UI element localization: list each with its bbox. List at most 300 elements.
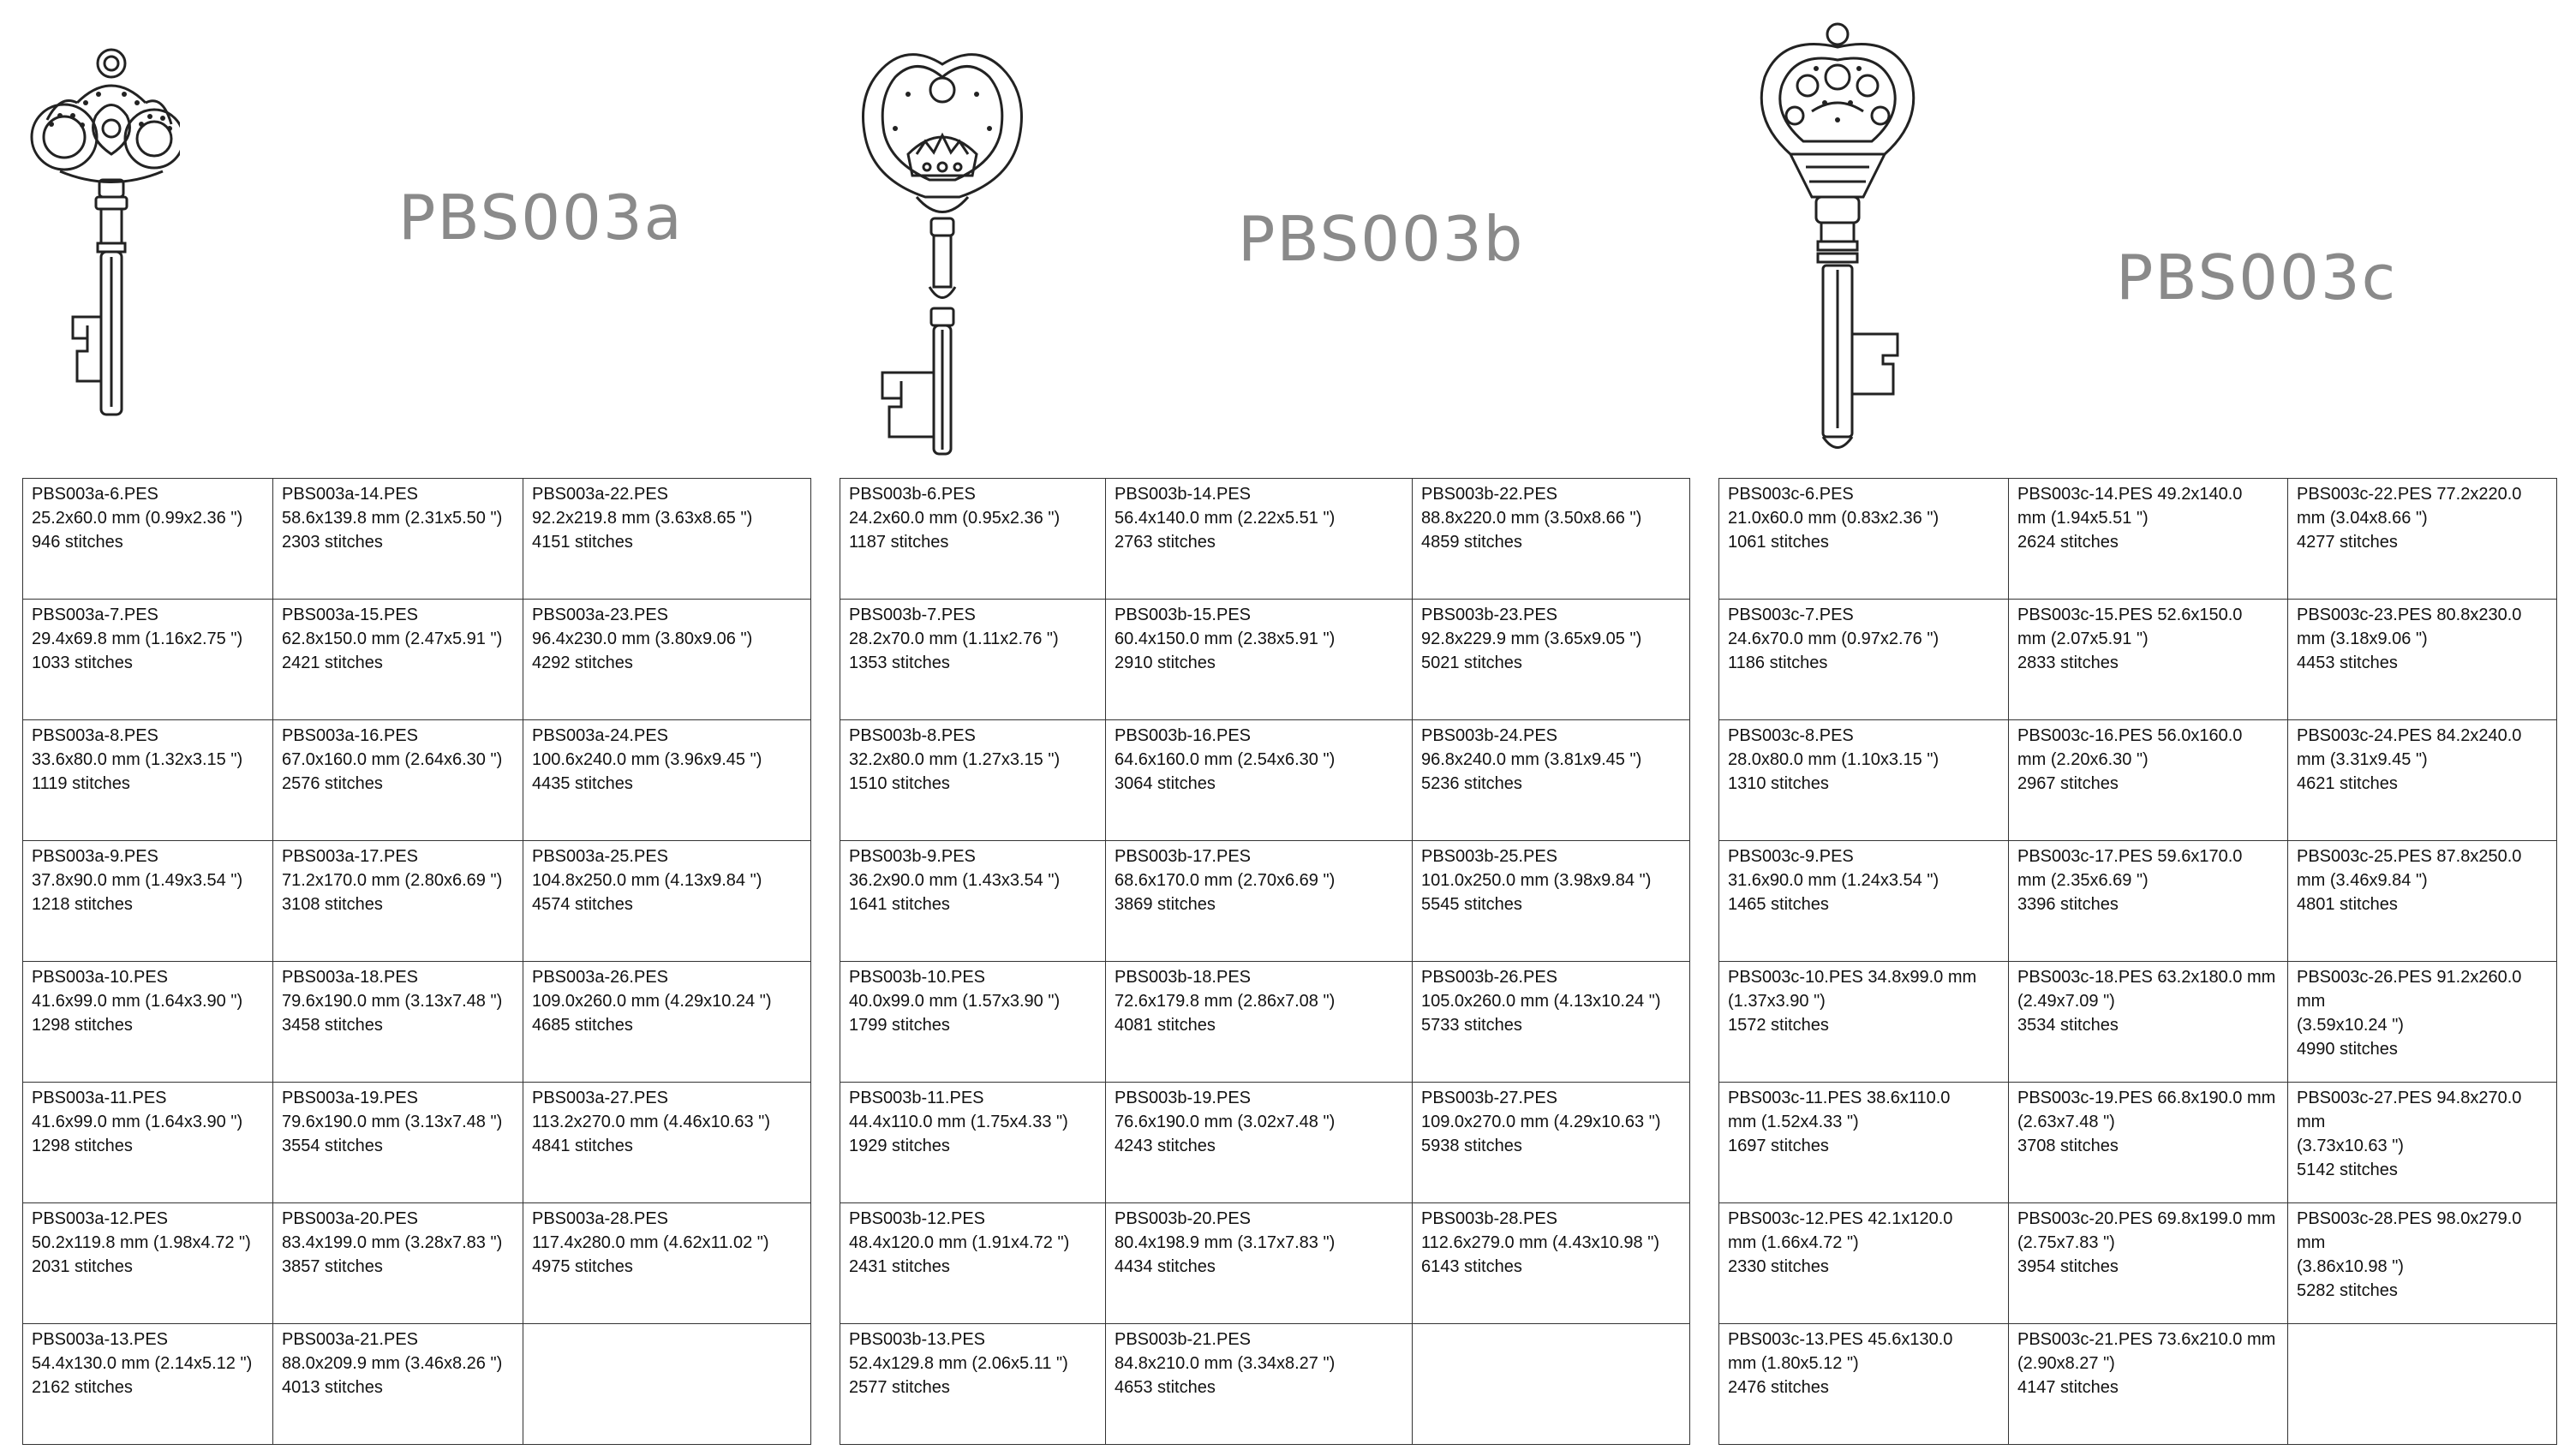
- spec-cell: [23, 962, 273, 1083]
- table-row: [840, 479, 1690, 600]
- table-row: [23, 1083, 811, 1203]
- stitch-count: 3554 stitches: [282, 1137, 383, 1155]
- dimensions: 36.2x90.0 mm (1.43x3.54 "): [849, 871, 1061, 890]
- stitch-count: 946 stitches: [32, 533, 123, 552]
- table-row: [840, 600, 1690, 720]
- file-name: PBS003c-15.PES 52.6x150.0: [2017, 606, 2243, 624]
- dimensions: 88.8x220.0 mm (3.50x8.66 "): [1421, 509, 1642, 528]
- stitch-count: 2303 stitches: [282, 533, 383, 552]
- table-row: [1719, 1203, 2557, 1324]
- dimensions: 67.0x160.0 mm (2.64x6.30 "): [282, 750, 503, 769]
- stitch-count: 5021 stitches: [1421, 653, 1522, 672]
- stitch-count: 1465 stitches: [1728, 895, 1829, 914]
- file-name: PBS003a-9.PES: [32, 847, 158, 866]
- file-name: PBS003b-6.PES: [849, 485, 976, 504]
- dimensions: mm (1.80x5.12 "): [1728, 1354, 1859, 1373]
- file-name: PBS003a-15.PES: [282, 606, 418, 624]
- file-name: PBS003c-21.PES 73.6x210.0 mm: [2017, 1330, 2276, 1349]
- spec-cell: [23, 720, 273, 841]
- spec-cell: [1106, 720, 1413, 841]
- table-row: [840, 720, 1690, 841]
- file-name: PBS003b-28.PES: [1421, 1209, 1557, 1228]
- stitch-count: 2763 stitches: [1115, 533, 1216, 552]
- table-row: [1719, 841, 2557, 962]
- section-title-pbs003c: PBS003c: [2116, 242, 2398, 313]
- spec-cell: [273, 1203, 523, 1324]
- spec-cell: [1106, 479, 1413, 600]
- stitch-count: 4013 stitches: [282, 1378, 383, 1397]
- spec-cell: [273, 1083, 523, 1203]
- file-name: PBS003a-10.PES: [32, 968, 168, 987]
- spec-cell: [1719, 720, 2009, 841]
- dimensions: 31.6x90.0 mm (1.24x3.54 "): [1728, 871, 1939, 890]
- stitch-count: 4621 stitches: [2297, 774, 2398, 793]
- spec-cell: [840, 841, 1106, 962]
- file-name: PBS003a-20.PES: [282, 1209, 418, 1228]
- dimensions: (3.73x10.63 "): [2297, 1137, 2404, 1155]
- dimensions: 48.4x120.0 mm (1.91x4.72 "): [849, 1233, 1070, 1252]
- file-name: PBS003a-27.PES: [532, 1089, 668, 1107]
- key-a-icon: [26, 43, 180, 428]
- file-name: PBS003c-11.PES 38.6x110.0: [1728, 1089, 1951, 1107]
- spec-cell: [2009, 841, 2288, 962]
- file-name: PBS003a-8.PES: [32, 726, 158, 745]
- spec-cell: [840, 962, 1106, 1083]
- dimensions: 41.6x99.0 mm (1.64x3.90 "): [32, 992, 243, 1011]
- dimensions: 88.0x209.9 mm (3.46x8.26 "): [282, 1354, 503, 1373]
- spec-cell: [523, 1203, 811, 1324]
- dimensions: 54.4x130.0 mm (2.14x5.12 "): [32, 1354, 253, 1373]
- stitch-count: 1186 stitches: [1728, 653, 1828, 672]
- file-name: PBS003c-17.PES 59.6x170.0: [2017, 847, 2243, 866]
- spec-cell: [1719, 1083, 2009, 1203]
- dimensions: 109.0x260.0 mm (4.29x10.24 "): [532, 992, 772, 1011]
- dimensions: (2.90x8.27 "): [2017, 1354, 2115, 1373]
- spec-cell: [23, 1083, 273, 1203]
- spec-cell: [840, 1324, 1106, 1445]
- file-name: PBS003c-24.PES 84.2x240.0: [2297, 726, 2522, 745]
- spec-cell: [2288, 720, 2557, 841]
- dimensions: 79.6x190.0 mm (3.13x7.48 "): [282, 1113, 503, 1131]
- spec-cell: [840, 479, 1106, 600]
- table-row: [23, 479, 811, 600]
- spec-cell: [1413, 720, 1690, 841]
- stitch-count: 1641 stitches: [849, 895, 950, 914]
- stitch-count: 4685 stitches: [532, 1016, 633, 1035]
- spec-cell: [2288, 962, 2557, 1083]
- dimensions: 83.4x199.0 mm (3.28x7.83 "): [282, 1233, 503, 1252]
- dimensions: 62.8x150.0 mm (2.47x5.91 "): [282, 630, 503, 648]
- stitch-count: 1033 stitches: [32, 653, 133, 672]
- table-row: [1719, 720, 2557, 841]
- stitch-count: 5142 stitches: [2297, 1161, 2398, 1179]
- stitch-count: 4801 stitches: [2297, 895, 2398, 914]
- dimensions: (3.86x10.98 "): [2297, 1257, 2404, 1276]
- table-row: [1719, 600, 2557, 720]
- spec-cell: [840, 720, 1106, 841]
- spec-cell: [273, 479, 523, 600]
- dimensions: 80.4x198.9 mm (3.17x7.83 "): [1115, 1233, 1336, 1252]
- section-title-pbs003a: PBS003a: [398, 182, 684, 254]
- file-name: PBS003b-13.PES: [849, 1330, 985, 1349]
- stitch-count: 2330 stitches: [1728, 1257, 1829, 1276]
- spec-cell: [1106, 841, 1413, 962]
- spec-cell: [1719, 1203, 2009, 1324]
- spec-cell: [23, 841, 273, 962]
- stitch-count: 5236 stitches: [1421, 774, 1522, 793]
- stitch-count: 4975 stitches: [532, 1257, 633, 1276]
- file-name: PBS003b-11.PES: [849, 1089, 984, 1107]
- file-name: PBS003a-21.PES: [282, 1330, 418, 1349]
- dimensions: (1.37x3.90 "): [1728, 992, 1826, 1011]
- spec-cell: [1106, 1324, 1413, 1445]
- file-name: PBS003c-18.PES 63.2x180.0 mm: [2017, 968, 2276, 987]
- dimensions: 104.8x250.0 mm (4.13x9.84 "): [532, 871, 762, 890]
- spec-cell: [2288, 600, 2557, 720]
- table-row: [840, 1324, 1690, 1445]
- spec-cell: [2009, 1203, 2288, 1324]
- file-name: PBS003a-22.PES: [532, 485, 668, 504]
- spec-cell: [1106, 600, 1413, 720]
- dimensions: 32.2x80.0 mm (1.27x3.15 "): [849, 750, 1061, 769]
- stitch-count: 4990 stitches: [2297, 1040, 2398, 1059]
- table-row: [840, 962, 1690, 1083]
- spec-cell: [273, 962, 523, 1083]
- spec-cell: [2288, 1203, 2557, 1324]
- file-name: PBS003b-23.PES: [1421, 606, 1557, 624]
- file-name: PBS003c-26.PES 91.2x260.0 mm: [2297, 968, 2522, 1011]
- spec-cell: [1106, 1203, 1413, 1324]
- spec-cell: [840, 1203, 1106, 1324]
- file-name: PBS003c-28.PES 98.0x279.0 mm: [2297, 1209, 2522, 1252]
- dimensions: 28.0x80.0 mm (1.10x3.15 "): [1728, 750, 1939, 769]
- table-row: [23, 1324, 811, 1445]
- file-name: PBS003b-26.PES: [1421, 968, 1557, 987]
- spec-cell: [1413, 1203, 1690, 1324]
- spec-cell: [1106, 962, 1413, 1083]
- file-name: PBS003b-27.PES: [1421, 1089, 1557, 1107]
- stitch-count: 2624 stitches: [2017, 533, 2119, 552]
- file-name: PBS003a-25.PES: [532, 847, 668, 866]
- file-name: PBS003b-21.PES: [1115, 1330, 1251, 1349]
- stitch-count: 2576 stitches: [282, 774, 383, 793]
- file-name: PBS003a-13.PES: [32, 1330, 168, 1349]
- spec-cell: [523, 841, 811, 962]
- stitch-count: 2031 stitches: [32, 1257, 133, 1276]
- stitch-count: 4435 stitches: [532, 774, 633, 793]
- stitch-count: 1697 stitches: [1728, 1137, 1829, 1155]
- spec-cell: [2288, 479, 2557, 600]
- dimensions: 44.4x110.0 mm (1.75x4.33 "): [849, 1113, 1068, 1131]
- spec-cell: [2009, 479, 2288, 600]
- spec-cell: [273, 1324, 523, 1445]
- file-name: PBS003b-20.PES: [1115, 1209, 1251, 1228]
- stitch-count: 3064 stitches: [1115, 774, 1216, 793]
- dimensions: 92.2x219.8 mm (3.63x8.65 "): [532, 509, 753, 528]
- dimensions: 25.2x60.0 mm (0.99x2.36 "): [32, 509, 243, 528]
- dimensions: mm (3.31x9.45 "): [2297, 750, 2428, 769]
- spec-cell: [1413, 1083, 1690, 1203]
- stitch-count: 6143 stitches: [1421, 1257, 1522, 1276]
- dimensions: 41.6x99.0 mm (1.64x3.90 "): [32, 1113, 243, 1131]
- dimensions: mm (3.04x8.66 "): [2297, 509, 2428, 528]
- stitch-count: 3458 stitches: [282, 1016, 383, 1035]
- stitch-count: 1061 stitches: [1728, 533, 1829, 552]
- spec-cell: [2288, 841, 2557, 962]
- stitch-count: 1298 stitches: [32, 1137, 133, 1155]
- dimensions: mm (1.52x4.33 "): [1728, 1113, 1859, 1131]
- spec-cell: [2009, 962, 2288, 1083]
- file-name: PBS003a-16.PES: [282, 726, 418, 745]
- file-name: PBS003b-10.PES: [849, 968, 985, 987]
- spec-cell: [523, 720, 811, 841]
- dimensions: (2.75x7.83 "): [2017, 1233, 2115, 1252]
- stitch-count: 4292 stitches: [532, 653, 633, 672]
- spec-cell: [1106, 1083, 1413, 1203]
- file-name: PBS003c-14.PES 49.2x140.0: [2017, 485, 2243, 504]
- stitch-count: 3396 stitches: [2017, 895, 2119, 914]
- file-name: PBS003c-16.PES 56.0x160.0: [2017, 726, 2243, 745]
- file-name: PBS003b-18.PES: [1115, 968, 1251, 987]
- file-name: PBS003b-14.PES: [1115, 485, 1251, 504]
- stitch-count: 2833 stitches: [2017, 653, 2119, 672]
- stitch-count: 4841 stitches: [532, 1137, 633, 1155]
- file-name: PBS003c-8.PES: [1728, 726, 1854, 745]
- dimensions: 50.2x119.8 mm (1.98x4.72 "): [32, 1233, 251, 1252]
- spec-cell: [2288, 1083, 2557, 1203]
- spec-cell: [1719, 1324, 2009, 1445]
- stitch-count: 2476 stitches: [1728, 1378, 1829, 1397]
- dimensions: 101.0x250.0 mm (3.98x9.84 "): [1421, 871, 1652, 890]
- stitch-count: 1119 stitches: [32, 774, 130, 793]
- dimensions: 28.2x70.0 mm (1.11x2.76 "): [849, 630, 1059, 648]
- dimensions: mm (2.35x6.69 "): [2017, 871, 2149, 890]
- spec-cell: [523, 962, 811, 1083]
- stitch-count: 4574 stitches: [532, 895, 633, 914]
- file-name: PBS003a-18.PES: [282, 968, 418, 987]
- spec-cell: [23, 1203, 273, 1324]
- table-row: [1719, 479, 2557, 600]
- file-name: PBS003c-20.PES 69.8x199.0 mm: [2017, 1209, 2276, 1228]
- spec-cell: [523, 479, 811, 600]
- file-name: PBS003c-25.PES 87.8x250.0: [2297, 847, 2522, 866]
- stitch-count: 4081 stitches: [1115, 1016, 1216, 1035]
- dimensions: 96.4x230.0 mm (3.80x9.06 "): [532, 630, 753, 648]
- dimensions: 113.2x270.0 mm (4.46x10.63 "): [532, 1113, 770, 1131]
- file-name: PBS003b-9.PES: [849, 847, 976, 866]
- key-b-icon: [848, 43, 1037, 471]
- dimensions: 72.6x179.8 mm (2.86x7.08 "): [1115, 992, 1336, 1011]
- file-name: PBS003a-24.PES: [532, 726, 668, 745]
- section-title-pbs003b: PBS003b: [1238, 203, 1525, 275]
- spec-cell: [1719, 841, 2009, 962]
- spec-cell: [1413, 841, 1690, 962]
- spec-cell: [23, 600, 273, 720]
- spec-table-pbs003c: [1718, 478, 2557, 1445]
- dimensions: 68.6x170.0 mm (2.70x6.69 "): [1115, 871, 1336, 890]
- spec-cell: [23, 479, 273, 600]
- stitch-count: 1353 stitches: [849, 653, 950, 672]
- stitch-count: 4653 stitches: [1115, 1378, 1216, 1397]
- table-row: [23, 720, 811, 841]
- table-row: [840, 1083, 1690, 1203]
- dimensions: 64.6x160.0 mm (2.54x6.30 "): [1115, 750, 1336, 769]
- spec-cell: [840, 1083, 1106, 1203]
- key-c-icon: [1730, 17, 1945, 462]
- stitch-count: 5938 stitches: [1421, 1137, 1522, 1155]
- spec-cell: [1719, 479, 2009, 600]
- spec-cell: [273, 841, 523, 962]
- stitch-count: 1572 stitches: [1728, 1016, 1829, 1035]
- file-name: PBS003b-22.PES: [1421, 485, 1557, 504]
- spec-cell: [2009, 600, 2288, 720]
- file-name: PBS003c-7.PES: [1728, 606, 1854, 624]
- stitch-count: 4243 stitches: [1115, 1137, 1216, 1155]
- dimensions: 84.8x210.0 mm (3.34x8.27 "): [1115, 1354, 1336, 1373]
- stitch-count: 5733 stitches: [1421, 1016, 1522, 1035]
- spec-cell: [2009, 1324, 2288, 1445]
- file-name: PBS003b-24.PES: [1421, 726, 1557, 745]
- spec-cell: [2288, 1324, 2557, 1445]
- dimensions: 24.2x60.0 mm (0.95x2.36 "): [849, 509, 1061, 528]
- spec-cell: [1719, 600, 2009, 720]
- dimensions: 21.0x60.0 mm (0.83x2.36 "): [1728, 509, 1939, 528]
- stitch-count: 2431 stitches: [849, 1257, 950, 1276]
- stitch-count: 2967 stitches: [2017, 774, 2119, 793]
- dimensions: 60.4x150.0 mm (2.38x5.91 "): [1115, 630, 1336, 648]
- file-name: PBS003c-9.PES: [1728, 847, 1854, 866]
- dimensions: 105.0x260.0 mm (4.13x10.24 "): [1421, 992, 1661, 1011]
- stitch-count: 2421 stitches: [282, 653, 383, 672]
- spec-cell: [23, 1324, 273, 1445]
- dimensions: (2.49x7.09 "): [2017, 992, 2115, 1011]
- stitch-count: 3108 stitches: [282, 895, 383, 914]
- spec-table-pbs003a: [22, 478, 811, 1445]
- dimensions: mm (3.46x9.84 "): [2297, 871, 2428, 890]
- file-name: PBS003b-8.PES: [849, 726, 976, 745]
- stitch-count: 2577 stitches: [849, 1378, 950, 1397]
- dimensions: (2.63x7.48 "): [2017, 1113, 2115, 1131]
- stitch-count: 4151 stitches: [532, 533, 633, 552]
- dimensions: 100.6x240.0 mm (3.96x9.45 "): [532, 750, 762, 769]
- spec-cell: [273, 720, 523, 841]
- stitch-count: 4859 stitches: [1421, 533, 1522, 552]
- file-name: PBS003c-13.PES 45.6x130.0: [1728, 1330, 1953, 1349]
- stitch-count: 1298 stitches: [32, 1016, 133, 1035]
- dimensions: 58.6x139.8 mm (2.31x5.50 "): [282, 509, 503, 528]
- dimensions: 79.6x190.0 mm (3.13x7.48 "): [282, 992, 503, 1011]
- file-name: PBS003a-7.PES: [32, 606, 158, 624]
- stitch-count: 1218 stitches: [32, 895, 133, 914]
- stitch-count: 1799 stitches: [849, 1016, 950, 1035]
- file-name: PBS003b-12.PES: [849, 1209, 985, 1228]
- stitch-count: 3857 stitches: [282, 1257, 383, 1276]
- table-row: [1719, 1083, 2557, 1203]
- spec-cell: [840, 600, 1106, 720]
- dimensions: 24.6x70.0 mm (0.97x2.76 "): [1728, 630, 1939, 648]
- stitch-count: 3534 stitches: [2017, 1016, 2119, 1035]
- file-name: PBS003a-14.PES: [282, 485, 418, 504]
- spec-table-pbs003b: [840, 478, 1690, 1445]
- spec-cell: [1413, 1324, 1690, 1445]
- dimensions: 76.6x190.0 mm (3.02x7.48 "): [1115, 1113, 1336, 1131]
- file-name: PBS003c-22.PES 77.2x220.0: [2297, 485, 2522, 504]
- spec-cell: [273, 600, 523, 720]
- stitch-count: 3869 stitches: [1115, 895, 1216, 914]
- file-name: PBS003a-28.PES: [532, 1209, 668, 1228]
- dimensions: 40.0x99.0 mm (1.57x3.90 "): [849, 992, 1061, 1011]
- dimensions: mm (2.07x5.91 "): [2017, 630, 2149, 648]
- dimensions: (3.59x10.24 "): [2297, 1016, 2404, 1035]
- dimensions: 92.8x229.9 mm (3.65x9.05 "): [1421, 630, 1642, 648]
- dimensions: mm (1.94x5.51 "): [2017, 509, 2149, 528]
- spec-cell: [523, 1324, 811, 1445]
- stitch-count: 1187 stitches: [849, 533, 949, 552]
- table-row: [1719, 962, 2557, 1083]
- stitch-count: 3708 stitches: [2017, 1137, 2119, 1155]
- spec-cell: [523, 1083, 811, 1203]
- file-name: PBS003b-17.PES: [1115, 847, 1251, 866]
- file-name: PBS003b-16.PES: [1115, 726, 1251, 745]
- file-name: PBS003a-26.PES: [532, 968, 668, 987]
- file-name: PBS003c-12.PES 42.1x120.0: [1728, 1209, 1953, 1228]
- dimensions: 29.4x69.8 mm (1.16x2.75 "): [32, 630, 243, 648]
- stitch-count: 5545 stitches: [1421, 895, 1522, 914]
- file-name: PBS003c-27.PES 94.8x270.0 mm: [2297, 1089, 2522, 1131]
- stitch-count: 4277 stitches: [2297, 533, 2398, 552]
- stitch-count: 1510 stitches: [849, 774, 950, 793]
- file-name: PBS003b-19.PES: [1115, 1089, 1251, 1107]
- dimensions: 96.8x240.0 mm (3.81x9.45 "): [1421, 750, 1642, 769]
- stitch-count: 1310 stitches: [1728, 774, 1829, 793]
- spec-cell: [1413, 600, 1690, 720]
- dimensions: 112.6x279.0 mm (4.43x10.98 "): [1421, 1233, 1659, 1252]
- dimensions: 71.2x170.0 mm (2.80x6.69 "): [282, 871, 503, 890]
- dimensions: 56.4x140.0 mm (2.22x5.51 "): [1115, 509, 1336, 528]
- dimensions: 37.8x90.0 mm (1.49x3.54 "): [32, 871, 243, 890]
- stitch-count: 4147 stitches: [2017, 1378, 2119, 1397]
- dimensions: 52.4x129.8 mm (2.06x5.11 "): [849, 1354, 1068, 1373]
- file-name: PBS003c-10.PES 34.8x99.0 mm: [1728, 968, 1977, 987]
- stitch-count: 2910 stitches: [1115, 653, 1216, 672]
- spec-cell: [1719, 962, 2009, 1083]
- table-row: [23, 841, 811, 962]
- file-name: PBS003b-7.PES: [849, 606, 976, 624]
- stitch-count: 3954 stitches: [2017, 1257, 2119, 1276]
- stitch-count: 1929 stitches: [849, 1137, 950, 1155]
- table-row: [23, 1203, 811, 1324]
- file-name: PBS003a-12.PES: [32, 1209, 168, 1228]
- file-name: PBS003b-15.PES: [1115, 606, 1251, 624]
- dimensions: mm (2.20x6.30 "): [2017, 750, 2149, 769]
- spec-cell: [523, 600, 811, 720]
- dimensions: 117.4x280.0 mm (4.62x11.02 "): [532, 1233, 769, 1252]
- stitch-count: 5282 stitches: [2297, 1281, 2398, 1300]
- spec-cell: [2009, 1083, 2288, 1203]
- stitch-count: 2162 stitches: [32, 1378, 133, 1397]
- spec-cell: [1413, 962, 1690, 1083]
- table-row: [840, 1203, 1690, 1324]
- file-name: PBS003b-25.PES: [1421, 847, 1557, 866]
- table-row: [840, 841, 1690, 962]
- file-name: PBS003a-17.PES: [282, 847, 418, 866]
- dimensions: 33.6x80.0 mm (1.32x3.15 "): [32, 750, 243, 769]
- dimensions: mm (1.66x4.72 "): [1728, 1233, 1859, 1252]
- file-name: PBS003a-6.PES: [32, 485, 158, 504]
- file-name: PBS003a-23.PES: [532, 606, 668, 624]
- file-name: PBS003a-11.PES: [32, 1089, 167, 1107]
- dimensions: 109.0x270.0 mm (4.29x10.63 "): [1421, 1113, 1661, 1131]
